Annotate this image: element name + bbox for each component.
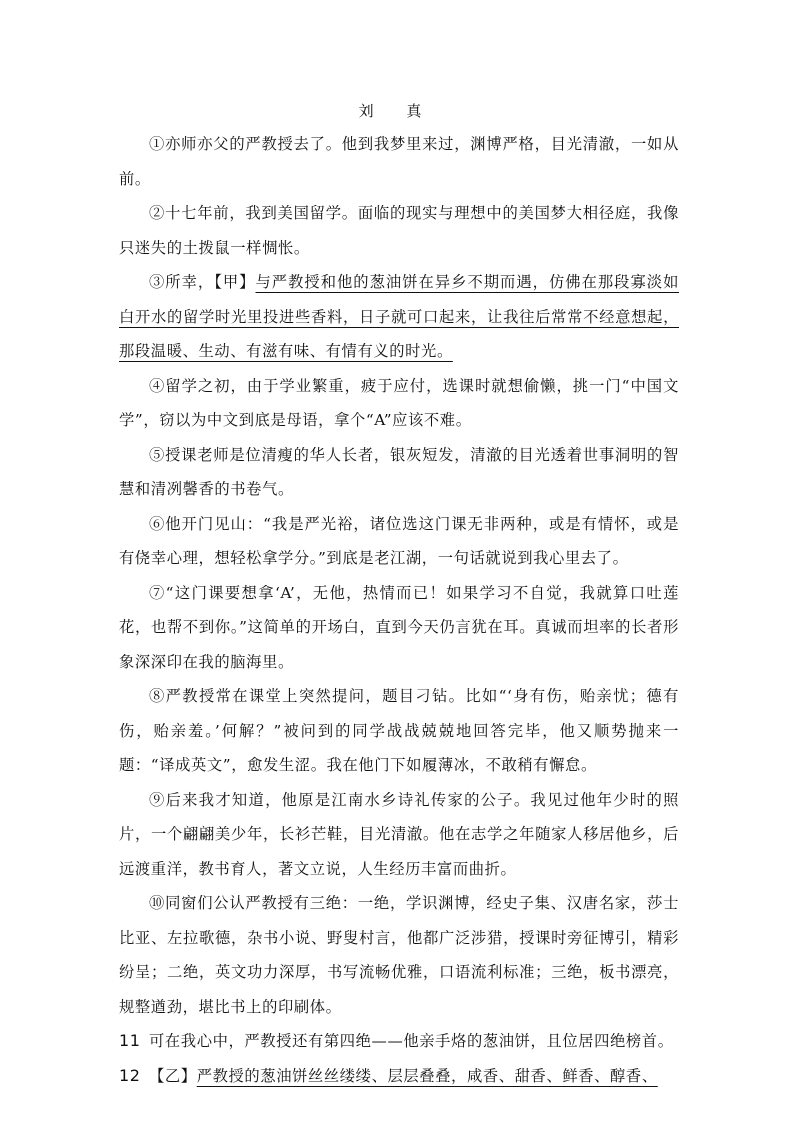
paragraph-12-prefix: 【乙】 [149, 1066, 197, 1085]
underlined-passage-yi: 严教授的葱油饼丝丝缕缕、层层叠叠，咸香、甜香、鲜香、醇香、 [196, 1066, 658, 1085]
author-name: 刘 真 [358, 102, 436, 120]
paragraph-11-text: 可在我心中，严教授还有第四绝——他亲手烙的葱油饼，且位居四绝榜首。 [149, 1032, 674, 1050]
underlined-passage-jia: 与严教授和他的葱油饼在异乡不期而遇，仿佛在那段寡淡如白开水的留学时光里投进些香料，日子就可口起来，让我往后常常不经意想起，那段温暖、生动、有滋有味、有情有义的时光。 [119, 273, 679, 360]
paragraph-number-mark: 12 [119, 1065, 141, 1085]
paragraph-4: ④留学之初，由于学业繁重，疲于应付，选课时就想偷懒，挑一门“中国文学”，窃以为中文到底是母语，拿个“A”应该不难。 [119, 376, 679, 429]
paragraph-3 [119, 265, 679, 369]
paragraph-3-prefix: ③所幸，【甲】 [149, 273, 256, 291]
paragraph-5: ⑤授课老师是位清瘦的华人长者，银灰短发，清澈的目光透着世事洞明的智慧和清冽馨香的书卷气。 [119, 445, 679, 498]
paragraph-8: ⑧严教授常在课堂上突然提问，题目刁钻。比如“‘身有伤，贻亲忧；德有伤，贻亲羞。’何解？”被问到的同学战战兢兢地回答完毕，他又顺势抛来一题：“译成英文”，愈发生涩。我在他门下如履薄冰，不敢稍有懈怠。 [119, 687, 679, 774]
paragraph-12 [119, 1059, 679, 1094]
paragraph-10: ⑩同窗们公认严教授有三绝：一绝，学识渊博，经史子集、汉唐名家，莎士比亚、左拉歌德，杂书小说、野叟村言，他都广泛涉猎，授课时旁征博引，精彩纷呈；二绝，英文功力深厚，书写流畅优雅，口语流利标准；三绝，板书漂亮，规整遒劲，堪比书上的印刷体。 [119, 894, 679, 1016]
paragraph-9: ⑨后来我才知道，他原是江南水乡诗礼传家的公子。我见过他年少时的照片，一个翩翩美少年，长衫芒鞋，目光清澈。他在志学之年随家人移居他乡，后远渡重洋，教书育人，著文立说，人生经历丰富而曲折。 [119, 790, 679, 878]
paragraph-1: ①亦师亦父的严教授去了。他到我梦里来过，渊博严格，目光清澈，一如从前。 [119, 135, 679, 188]
paragraph-2: ②十七年前，我到美国留学。面临的现实与理想中的美国梦大相径庭，我像只迷失的土拨鼠一样惆怅。 [119, 204, 679, 257]
paragraph-7: ⑦“这门课要想拿‘A’，无他，热情而已！如果学习不自觉，我就算口吐莲花，也帮不到你。”这简单的开场白，直到今天仍言犹在耳。真诚而坦率的长者形象深深印在我的脑海里。 [119, 583, 679, 671]
paragraph-number-mark: 11 [119, 1031, 141, 1050]
paragraph-11 [119, 1024, 679, 1059]
paragraph-6: ⑥他开门见山：“我是严光裕，诸位选这门课无非两种，或是有情怀，或是有侥幸心理，想轻松拿学分。”到底是老江湖，一句话就说到我心里去了。 [119, 514, 679, 567]
essay-body [119, 127, 679, 1093]
